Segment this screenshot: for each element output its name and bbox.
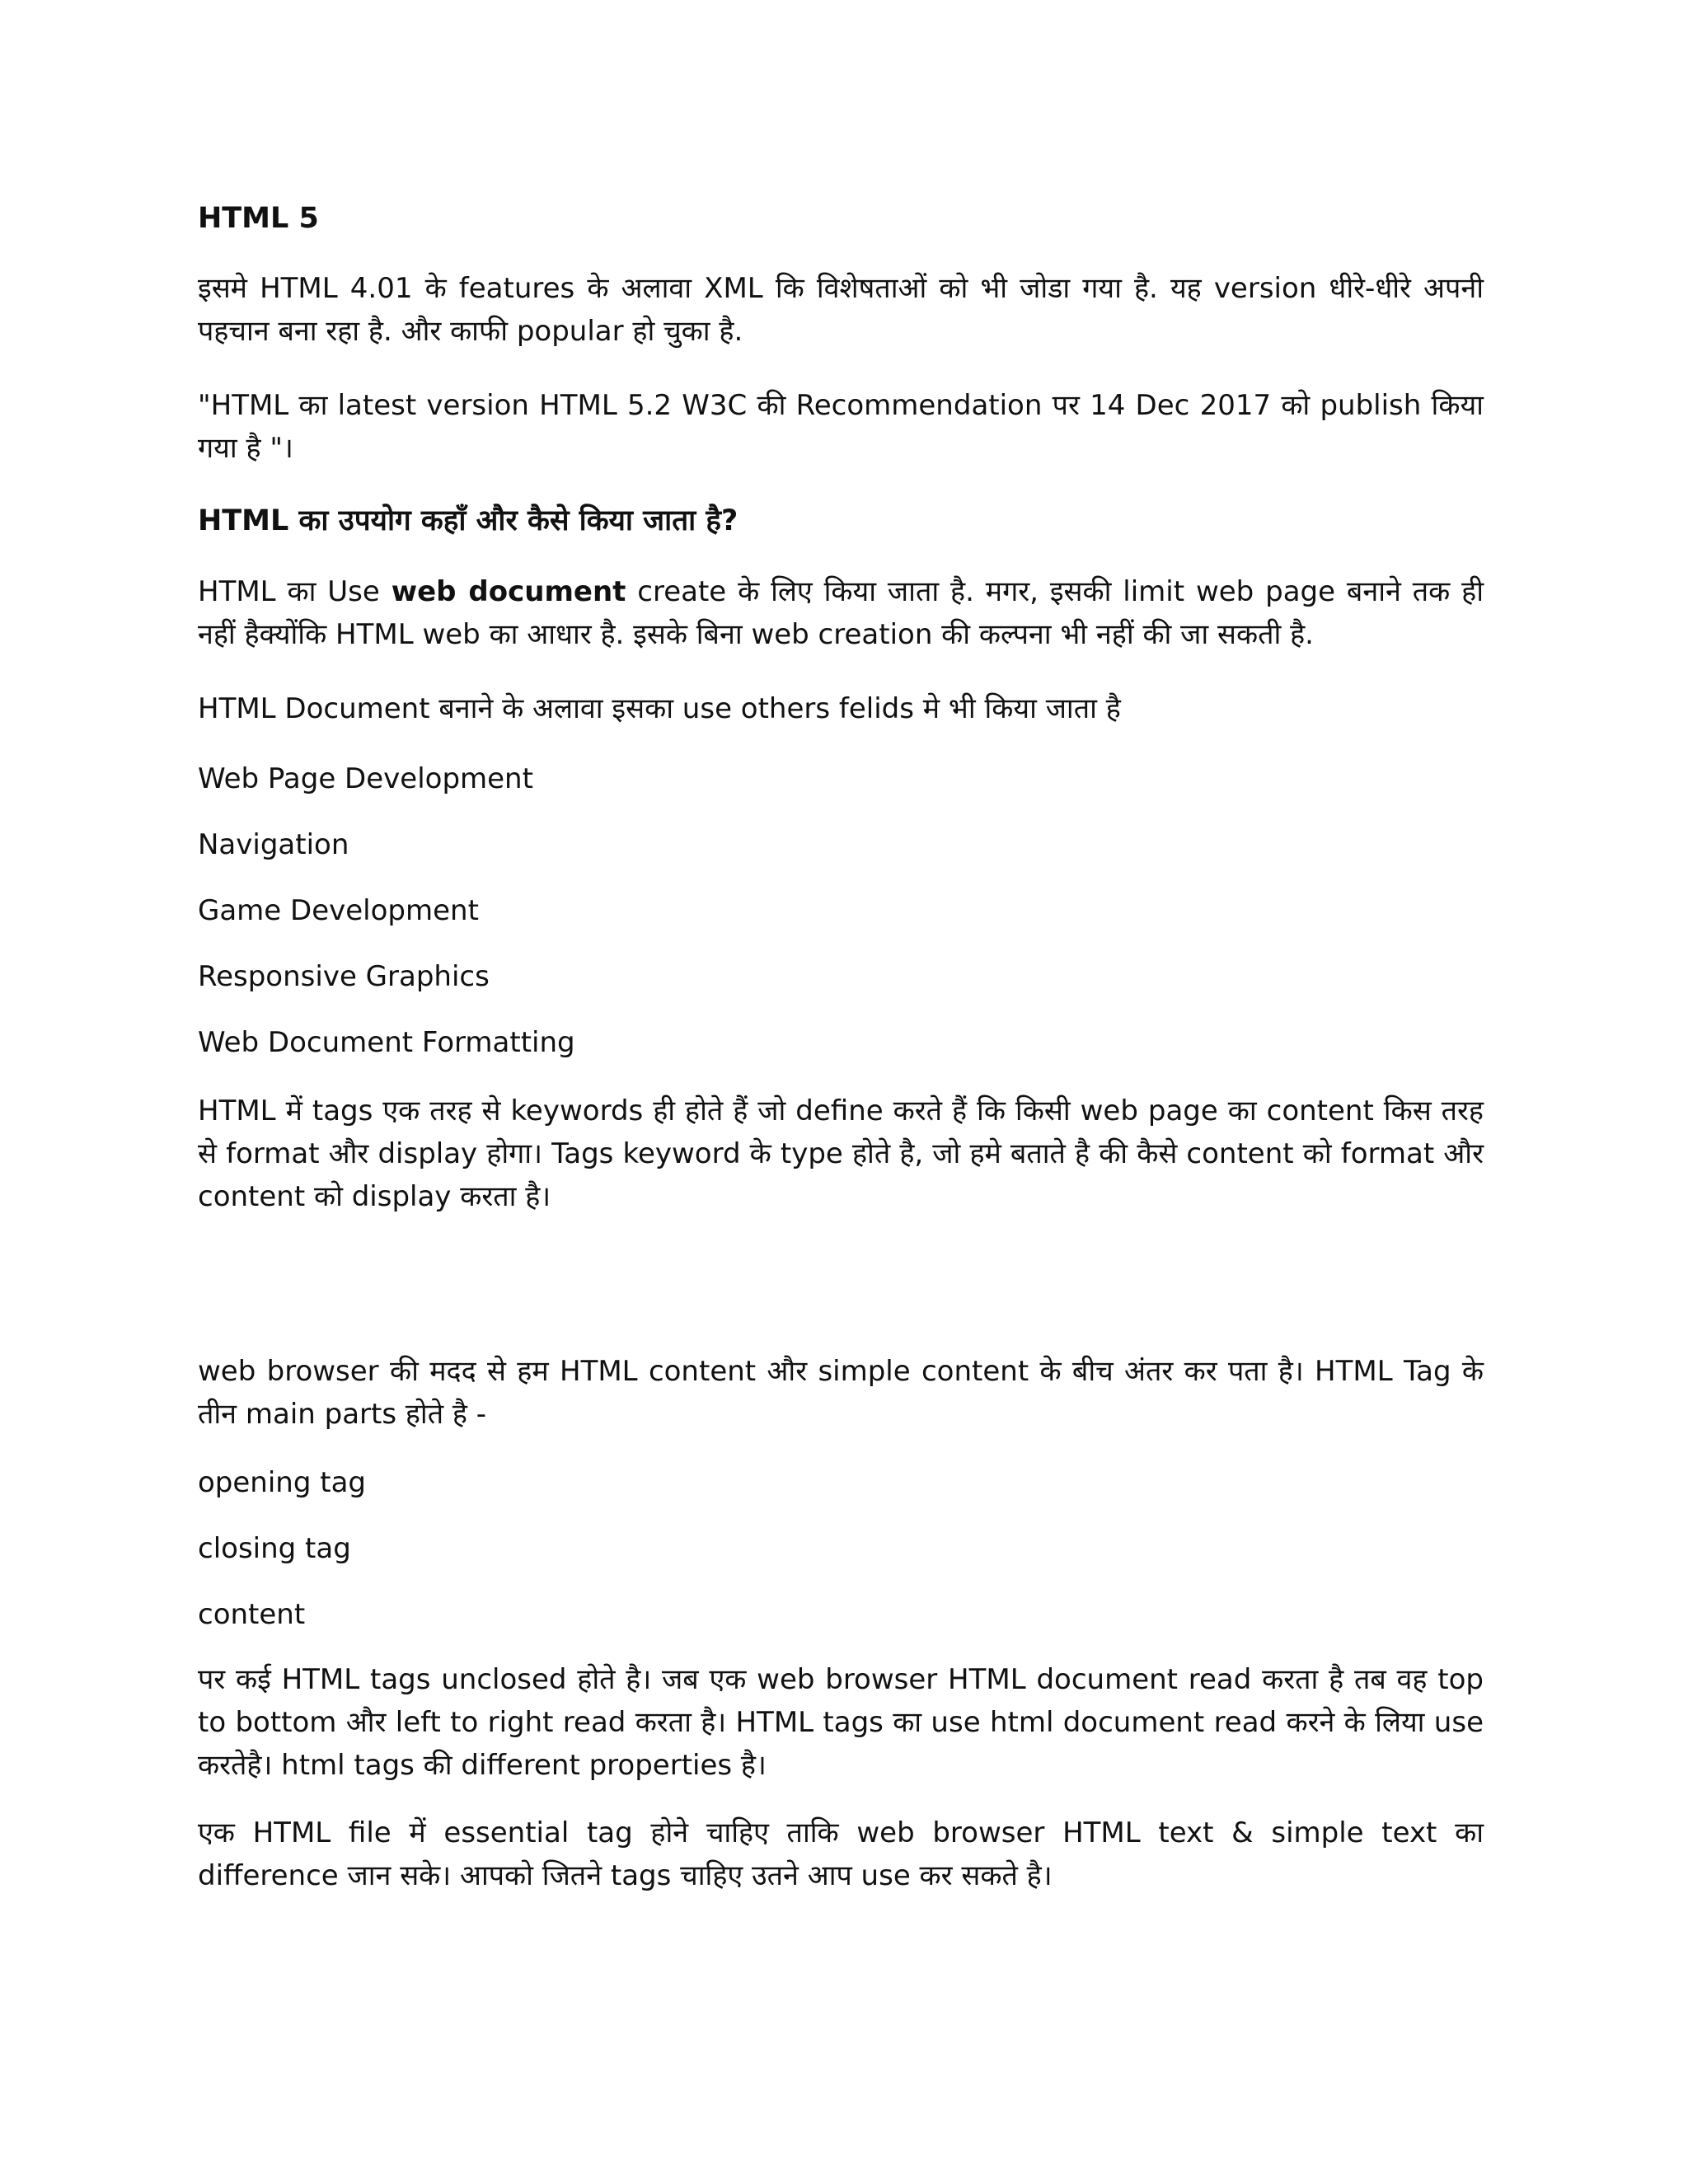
usage-bold-term: web document <box>391 575 626 608</box>
paragraph-unclosed-tags: पर कई HTML tags unclosed होते है। जब एक web browser HTML document read करता है तब वह top to bottom और left to right read करता है। HTML tags का use html document read करने के लिया use करतेहै। html tags की different properties है। <box>198 1663 1484 1782</box>
usage-text-start: HTML का Use <box>198 575 392 608</box>
paragraph-html-tags: HTML में tags एक तरह से keywords ही होते हैं जो define करते हैं कि किसी web page का content किस तरह से format और display होगा। Tags keyword के type होते है, जो हमे बताते है की कैसे content को format और content को display करता है। <box>198 1094 1484 1213</box>
usage-text-rest: create के लिए किया जाता है. मगर, इसकी limit web page बनाने तक ही नहीं हैक्योंकि HTML web का आधार है. इसके बिना web creation की कल्पना भी नहीं की जा सकती है. <box>198 575 1484 651</box>
paragraph-essential-tags: एक HTML file में essential tag होने चाहिए ताकि web browser HTML text & simple text का difference जान सके। आपको जितने tags चाहिए उतने आप use कर सकते है। <box>198 1816 1484 1892</box>
list-item: Web Document Formatting <box>198 1026 575 1059</box>
list-item: content <box>198 1598 306 1631</box>
paragraph-html5-features: इसमे HTML 4.01 के features के अलावा XML कि विशेषताओं को भी जोडा गया है. यह version धीरे-धीरे अपनी पहचान बना रहा है. और काफी popular हो चुका है. <box>198 272 1484 348</box>
list-item: Game Development <box>198 894 479 927</box>
list-item: Navigation <box>198 828 349 861</box>
list-item: Responsive Graphics <box>198 960 490 993</box>
paragraph-other-fields: HTML Document बनाने के अलावा इसका use others felids मे भी किया जाता है <box>198 692 1121 725</box>
list-item: closing tag <box>198 1532 351 1565</box>
paragraph-web-browser: web browser की मदद से हम HTML content और simple content के बीच अंतर कर पता है। HTML Tag के तीन main parts होते है - <box>198 1355 1484 1431</box>
list-item: Web Page Development <box>198 762 533 795</box>
list-item: opening tag <box>198 1466 366 1499</box>
paragraph-html5-latest-version: "HTML का latest version HTML 5.2 W3C की Recommendation पर 14 Dec 2017 को publish किया गया है "। <box>198 389 1484 465</box>
heading-html5: HTML 5 <box>198 202 319 235</box>
paragraph-html-usage <box>198 570 1484 656</box>
heading-html-usage: HTML का उपयोग कहाँ और कैसे किया जाता है? <box>198 504 738 537</box>
